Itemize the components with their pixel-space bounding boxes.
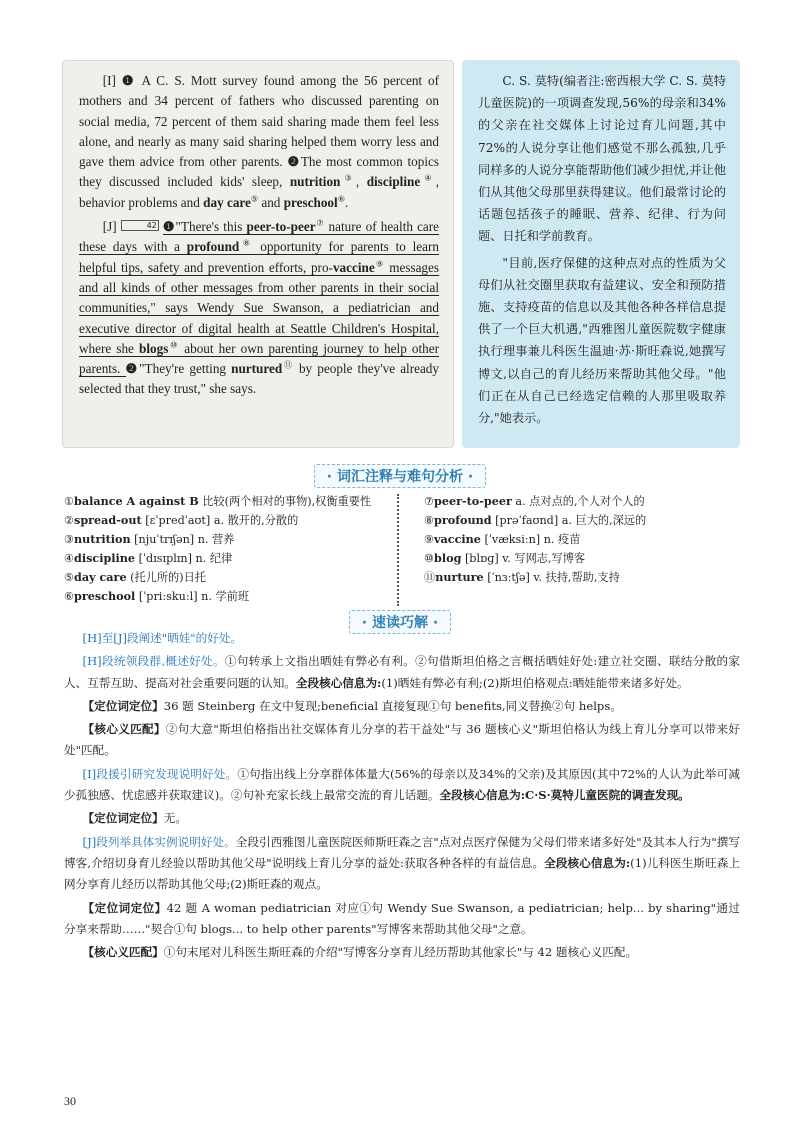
vocab-item: ⑨vaccine [ˈvæksiːn] n. 疫苗 [424,532,581,546]
translation-paragraph-2: "目前,医疗保健的这种点对点的性质为父母们从社交圈里获取有益建议、安全和预防措施、支持疫苗的信息以及其他各种各样信息提供了一个巨大机遇,"西雅图儿童医院数字健康执行理事兼儿科医生温迪·苏·斯旺森说,她撰写博文,以自己的育儿经历来帮助其他父母。"他们正在从自己已经选定信赖的人那里吸取养分,"她表示。 [478,255,726,426]
analysis-match-42: 【核心义匹配】①句末尾对儿科医生斯旺森的介绍"写博客分享育儿经历帮助其他家长"与 42 题核心义匹配。 [82,945,638,960]
vocab-item: ⑤day care (托儿所的)日托 [64,570,206,584]
vocab-list [64,492,740,607]
vocab-item: ①balance A against B 比较(两个相对的事物),权衡重要性 [64,494,372,508]
analysis-para-i: [I]段援引研究发现说明好处。①句指出线上分享群体体量大(56%的母亲以及34%的父亲)及其原因(其中72%的人认为此举可减少孤独感、忧虑感并获取建议)。②句补充家长线上最常交流的育儿话题。全段核心信息为:C·S·莫特儿童医院的调查发现。 [64,766,740,803]
vocab-item: ⑥preschool [ˈpriːskuːl] n. 学前班 [64,589,250,603]
vocab-item: ②spread-out [ɛˈpredˈaʊt] a. 散开的,分散的 [64,513,299,527]
vocab-item: ③nutrition [njuˈtrɪʃən] n. 营养 [64,532,235,546]
analysis-match-36: 【核心义匹配】②句大意"斯坦伯格指出社交媒体育儿分享的若干益处"与 36 题核心义"斯坦伯格认为线上育儿分享可以带来好处"匹配。 [64,722,740,758]
analysis-locate-36: 【定位词定位】36 题 Steinberg 在文中复现;beneficial 直接复现①句 benefits,同义替换②句 helps。 [82,698,622,713]
vocab-item: ⑦peer-to-peer a. 点对点的,个人对个人的 [424,494,645,508]
translation-paragraph-1: C. S. 莫特(编者注:密西根大学 C. S. 莫特儿童医院)的一项调查发现,56%的母亲和34%的父亲在社交媒体上讨论过育儿问题,其中72%的人说分享让他们感觉不那么孤独,几乎同样多的人说分享能帮助他们减少担忧,并让他们从其他父母那里获得建议。他们最常讨论的话题包括孩子的睡眠、营养、纪律、行为问题、日托和学前教育。 [478,74,726,244]
analysis-para-j: [J]段列举具体实例说明好处。全段引西雅图儿童医院医师斯旺森之言"点对点医疗保健为父母们带来诸多好处"及其本人行为"撰写博客,介绍切身育儿经验以帮助其他父母"说明线上育儿分享的益处:获取各种各样的有益信息。全段核心信息为:(1)儿科医生斯旺森上网分享育儿经历以帮助其他父母;(2)斯旺森的观点。 [64,834,740,892]
speed-reading-heading: · 速读巧解 · [349,610,451,634]
article-panels [62,60,740,448]
chinese-translation-box [462,60,740,448]
vocab-item: ⑧profound [prəˈfaʊnd] a. 巨大的,深远的 [424,513,647,527]
page-number: 30 [64,1094,76,1108]
vocab-heading: · 词汇注释与难句分析 · [314,464,486,488]
vocab-heading-row [0,464,800,488]
spiral-divider [397,494,411,606]
vocab-column-left [64,492,384,606]
vocab-item: ⑩blog [blɒɡ] v. 写网志,写博客 [424,551,586,565]
vocab-item: ⑪nurture [ˈnɜːtʃə] v. 扶持,帮助,支持 [424,570,620,584]
analysis-para-h: [H]段统领段群,概述好处。①句转承上文指出晒娃有弊必有利。②句借斯坦伯格之言概括晒娃好处:建立社交圈、联结分散的家人、互帮互助、提高对社会重要问题的认知。全段核心信息为:(1)晒娃有弊必有利;(2)斯坦伯格观点:晒娃能带来诸多好处。 [64,654,740,690]
analysis-section [64,628,740,965]
analysis-locate-42: 【定位词定位】42 题 A woman pediatrician 对应①句 Wendy Sue Swanson, a pediatrician; help... by sharing"通过分享来帮助……"契合①句 blogs... to help other parents"写博客来帮助其他父母"之意。 [64,900,740,936]
paragraph-i: [I] ❶ A C. S. Mott survey found among the 56 percent of mothers and 34 percent of fathers who discussed parenting on social media, 72 percent of them said sharing made them feel less alone, and nearly as many said sharing helped them worry less and gave them advice from other parents. ❷The most common topics they discussed included kids' sleep, nutrition③, discipline④, behavior problems and day care⑤ and preschool⑥. [79,73,440,210]
question-42-marker: 42 [121,220,159,231]
analysis-summary: [H]至[J]段阐述"晒娃"的好处。 [82,631,243,645]
paragraph-j: [J] 42 ❶"There's this peer-to-peer⑦ nature of health care these days with a profound⑧ opportunity for parents to learn helpful tips, safety and prevention efforts, pro-vaccine⑨ messages and all kinds of other messages from other parents in their social communities," says Wendy Sue Swanson, a pediatrician and executive director of digital health at Seattle Children's Hospital, where she blogs⑩ about her own parenting journey to help other parents. ❷"They're getting nurtured⑪ by people they've already selected that they trust," she says. [79,218,440,397]
vocab-item: ④discipline [ˈdɪsɪplɪn] n. 纪律 [64,551,233,565]
analysis-locate-none: 【定位词定位】无。 [82,811,187,826]
vocab-column-right [424,492,744,587]
english-passage-box [62,60,454,448]
